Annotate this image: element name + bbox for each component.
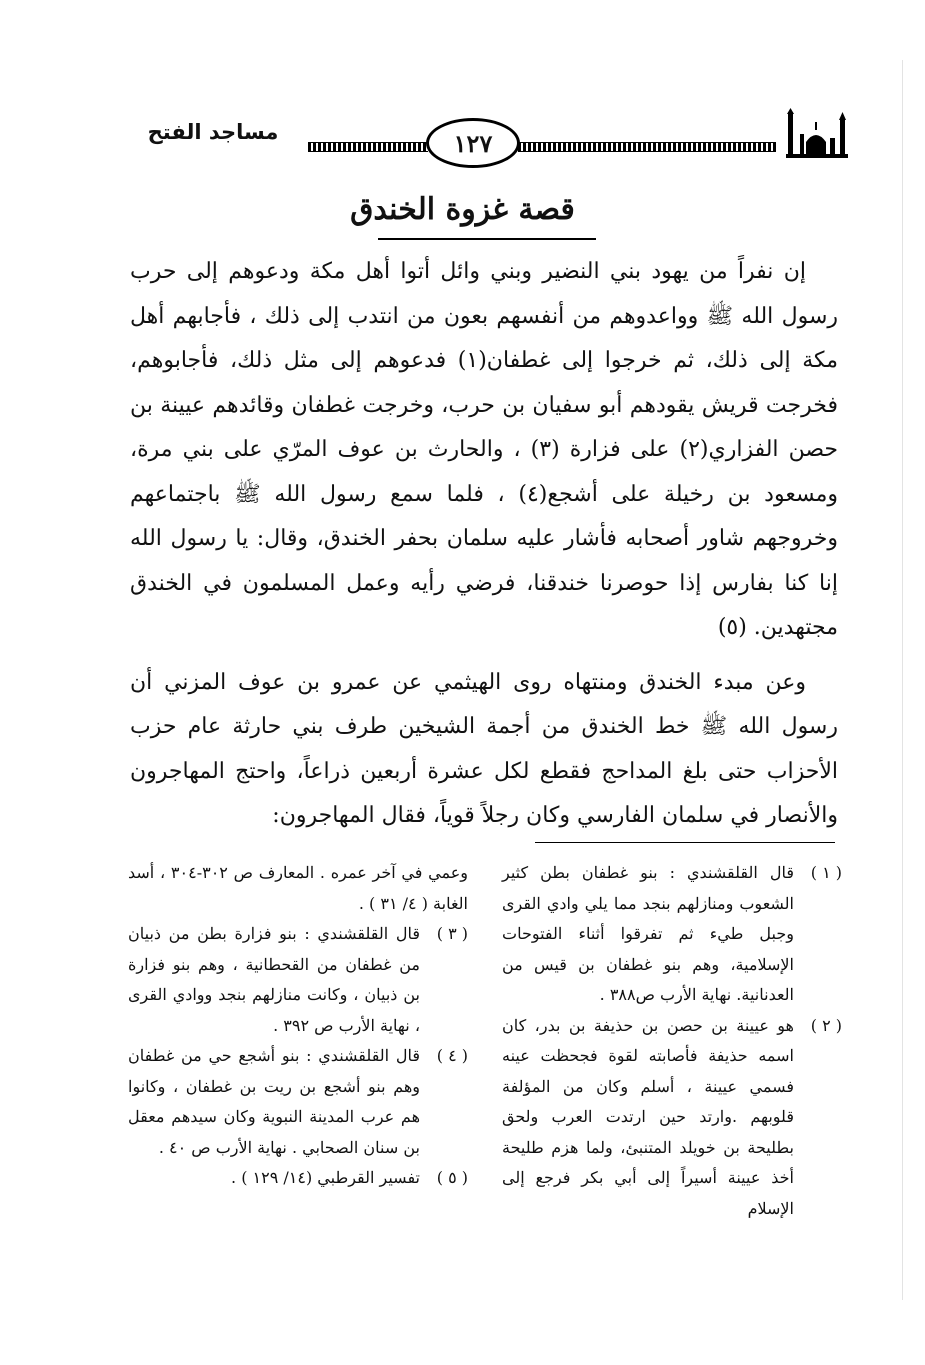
footnote-3 xyxy=(128,919,468,1041)
paragraph-1: إن نفراً من يهود بني النضير وبني وائل أتوا أهل مكة ودعوهم إلى حرب رسول الله ﷺ وواعدوهم من أنفسهم بعون من انتدب إلى ذلك ، فأجابهم أهل مكة إلى ذلك، ثم خرجوا إلى غطفان(١) فدعوهم إلى مثل ذلك، فأجابوهم، فخرجت قريش يقودهم أبو سفيان بن حرب، وخرجت غطفان وقائدهم عيينة بن حصن الفزاري(٢) على فزارة (٣) ، والحارث بن عوف المرّي على بني مرة، ومسعود بن رخيلة على أشجع(٤) ، فلما سمع رسول الله ﷺ باجتماعهم وخروجهم شاور أصحابه فأشار عليه سلمان بحفر الخندق، وقال: يا رسول الله إنا كنا بفارس إذا حوصرنا خندقنا، فرضي رأيه وعمل المسلمون في الخندق مجتهدين. (٥) xyxy=(130,259,839,640)
footnote-2-continuation: وعمي في آخر عمره . المعارف ص ٣٠٢-٣٠٤ ، أسد الغابة ( ٤/ ٣١ ) . xyxy=(128,863,468,913)
body-text xyxy=(130,250,838,839)
footnote-number: ( ٥ ) xyxy=(436,1168,468,1187)
footnote-number: ( ٢ ) xyxy=(810,1015,842,1035)
footnote-2 xyxy=(502,1011,842,1225)
title-underline xyxy=(378,238,596,240)
header-rule-left xyxy=(308,142,428,152)
page-edge-line xyxy=(902,60,903,1300)
footnote-divider xyxy=(535,842,835,843)
footnote-text: تفسير القرطبي (١٤/ ١٢٩ ) . xyxy=(231,1168,420,1187)
footnote-text: قال القلقشندي : بنو أشجع حي من غطفان وهم بنو أشجع بن ريت بن غطفان ، وكانوا هم عرب المدينة النبوية وكان سيدهم معقل بن سنان الصحابي . نهاية الأرب ص ٤٠ . xyxy=(128,1046,420,1157)
footnote-5 xyxy=(128,1163,468,1194)
page-number: ١٢٧ xyxy=(426,118,520,168)
footnote-text: هو عيينة بن حصن بن حذيفة بن بدر، كان اسمه حذيفة فأصابته لقوة فجحظت عينه فسمي عيينة ، أسلم وكان من المؤلفة قلوبهم .وارتد حين ارتدت العرب ولحق بطليحة بن خويلد المتنبئ، ولما هزم طليحة أخذ عيينة أسيراً إلى أبي بكر فرجع إلى الإسلام xyxy=(502,1015,794,1218)
footnote-4 xyxy=(128,1041,468,1163)
header-rule-right xyxy=(518,142,776,152)
footnote-number: ( ٤ ) xyxy=(436,1046,468,1065)
section-title: قصة غزوة الخندق xyxy=(350,192,575,227)
footnote-1 xyxy=(502,858,842,1011)
page-header xyxy=(118,98,848,168)
paragraph-2: وعن مبدء الخندق ومنتهاه روى الهيثمي عن عمرو بن عوف المزني أن رسول الله ﷺ خط الخندق من أجمة الشيخين طرف بني حارثة عام حزب الأحزاب حتى بلغ المداحج فقطع لكل عشرة أربعين ذراعاً، واحتج المهاجرون والأنصار في سلمان الفارسي وكان رجلاً قوياً، فقال المهاجرون: xyxy=(130,669,838,828)
footnote-text: قال القلقشندي : بنو غطفان بطن كثير الشعوب ومنازلهم بنجد مما يلي وادي القرى وجبل طيء ثم تفرقوا أثناء الفتوحات الإسلامية، وهم بنو غطفان بن قيس من العدنانية. نهاية الأرب ص٣٨٨ . xyxy=(502,863,794,1004)
book-title: مساجد الفتح xyxy=(147,120,279,144)
footnote-number: ( ١ ) xyxy=(810,863,842,882)
footnote-number: ( ٣ ) xyxy=(436,924,468,943)
footnotes-left-column xyxy=(128,858,468,1194)
footnote-text: قال القلقشندي : بنو فزارة بطن من ذبيان من غطفان من القحطانية ، وهم بنو فزارة بن ذبيان ، وكانت منازلهم بنجد ووادي القرى ، نهاية الأرب ص ٣٩٢ . xyxy=(128,924,420,1035)
footnotes-right-column xyxy=(502,858,842,1224)
mosque-icon xyxy=(786,108,848,164)
